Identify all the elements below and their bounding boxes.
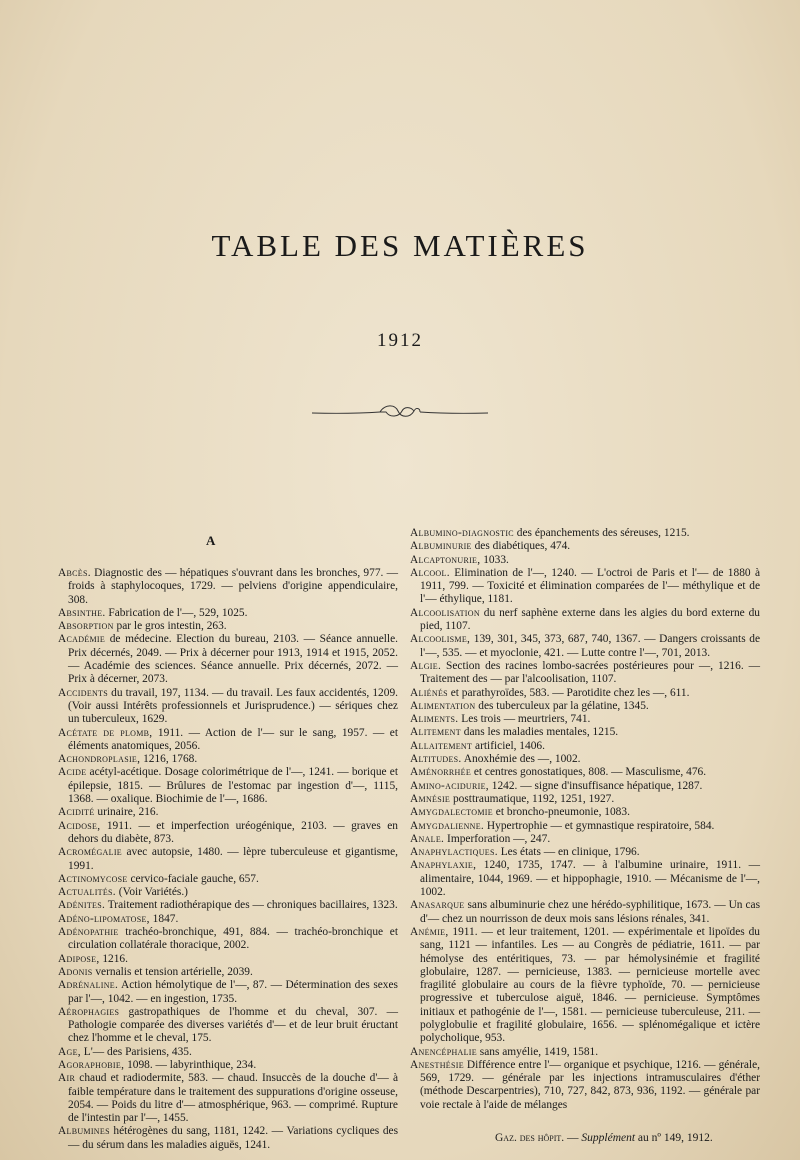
index-entry: [58, 1046, 398, 1059]
index-entry: [410, 527, 760, 540]
entry-heading: Altitudes.: [410, 753, 462, 766]
entry-text: Action hémolytique de l'—, 87. — Détermination des sexes par l'—, 1042. — en ingestion, 1735.: [68, 979, 398, 1005]
entry-heading: Anesthésie: [410, 1058, 464, 1071]
index-entry: [410, 926, 760, 1046]
entry-heading: Acidose,: [58, 819, 101, 832]
entry-text: cervico-faciale gauche, 657.: [127, 872, 259, 885]
index-entry: [410, 846, 760, 859]
footer-separator: —: [564, 1132, 582, 1144]
index-entry: [58, 1059, 398, 1072]
index-entry: [410, 753, 760, 766]
entry-heading: Anaphylaxie,: [410, 859, 477, 872]
entry-text: avec autopsie, 1480. — lèpre tuberculeuse et gigantisme, 1991.: [68, 846, 398, 872]
entry-text: et broncho-pneumonie, 1083.: [492, 806, 630, 819]
index-entry: [58, 966, 398, 979]
entry-text: hétérogènes du sang, 1181, 1242. — Variations cycliques des — du sérum dans les maladies aiguës, 1241.: [68, 1125, 398, 1151]
index-entry: [410, 607, 760, 634]
ornament-divider: [310, 402, 490, 422]
entry-text: Les états — en clinique, 1796.: [497, 846, 640, 859]
index-entry: [410, 740, 760, 753]
entry-heading: Abcès.: [58, 567, 91, 579]
entry-text: 139, 301, 345, 373, 687, 740, 1367. — Dangers croissants de l'—, 535. — et myoclonie, 421. — Lutte contre l'—, 701, 2013.: [420, 633, 760, 659]
index-entry: [58, 953, 398, 966]
entry-heading: Amnésie: [410, 792, 451, 805]
index-entry: [410, 833, 760, 846]
entry-heading: Acidité: [58, 806, 95, 819]
index-entry: [410, 780, 760, 793]
index-entry: [58, 687, 398, 727]
index-entry: [410, 660, 760, 687]
entry-heading: Adipose,: [58, 952, 100, 965]
index-entry: [58, 1072, 398, 1125]
entry-heading: Anasarque: [410, 899, 465, 912]
entry-text: gastropathiques de l'homme et du cheval, 307. — Pathologie comparée des diverses variétés d'— et de leur bruit éructant chez l'homme et le cheval, 175.: [68, 1005, 398, 1045]
entry-heading: Agoraphobie,: [58, 1058, 125, 1071]
entry-heading: Adénopathie: [58, 926, 119, 939]
entry-heading: Anale.: [410, 832, 445, 845]
entry-text: 1911. — Action de l'— sur le sang, 1957. — et éléments anatomiques, 2056.: [68, 726, 398, 752]
index-entry: [58, 886, 398, 899]
entry-heading: Alcoolisation: [410, 606, 480, 619]
entry-text: 1216, 1768.: [140, 753, 198, 766]
entry-text: L'— des Parisiens, 435.: [80, 1045, 192, 1058]
index-entry: [58, 926, 398, 953]
entry-heading: Adrénaline.: [58, 979, 119, 992]
entry-text: Fabrication de l'—, 529, 1025.: [105, 606, 248, 619]
index-entry: [58, 1006, 398, 1046]
index-entry: [410, 766, 760, 779]
index-entry: [58, 913, 398, 926]
entry-heading: Anencéphalie: [410, 1045, 477, 1058]
entry-text: sans albuminurie chez une hérédo-syphilitique, 1673. — Un cas d'— chez un nourrisson de deux mois sans lésions rénales, 341.: [420, 899, 760, 925]
entry-heading: Aérophagies: [58, 1005, 120, 1018]
entry-heading: Anémie,: [410, 925, 449, 938]
entry-heading: Age,: [58, 1045, 81, 1058]
footer-issue: au nº 149, 1912.: [635, 1132, 713, 1144]
index-entry: [410, 554, 760, 567]
index-entry: [410, 1059, 760, 1112]
entry-text: des tuberculeux par la gélatine, 1345.: [475, 699, 649, 712]
entry-heading: Allaitement: [410, 739, 473, 752]
entry-heading: Acromégalie: [58, 846, 122, 859]
index-entry: [410, 713, 760, 726]
entry-heading: Actualités.: [58, 886, 116, 899]
entry-heading: Albumino-diagnostic: [410, 527, 514, 539]
index-entry: [58, 567, 398, 607]
entry-text: 1242. — signe d'insuffisance hépatique, 1287.: [488, 779, 703, 792]
entry-text: Diagnostic des — hépatiques s'ouvrant dans les bronches, 977. — froids à staphylocoques, 1729. — pelviens d'origine appendiculaire, 308.: [68, 567, 398, 606]
entry-text: des épanchements des séreuses, 1215.: [513, 527, 690, 539]
page-footer: [495, 1132, 713, 1144]
section-letter: A: [206, 533, 216, 548]
entry-text: des diabétiques, 474.: [471, 540, 571, 553]
entry-text: dans les maladies mentales, 1215.: [460, 726, 619, 739]
entry-text: Traitement radiothérapique des — chroniques bacillaires, 1323.: [105, 899, 398, 912]
index-column-left: [58, 567, 398, 1152]
entry-text: de médecine. Election du bureau, 2103. — Séance annuelle. Prix décernés, 2049. — Prix à décerner pour 1913, 1914 et 1915, 2052. — Académie des sciences. Séance annuelle. Prix décernés, 2072. — Prix à décerner, 2073.: [68, 633, 398, 686]
entry-text: du nerf saphène externe dans les algies du bord externe du pied, 1107.: [420, 606, 760, 633]
entry-heading: Albuminurie: [410, 540, 472, 553]
entry-heading: Air: [58, 1072, 76, 1085]
entry-text: vernalis et tension artérielle, 2039.: [92, 965, 253, 978]
index-column-right: [410, 527, 760, 1112]
entry-heading: Albumines: [58, 1125, 110, 1138]
entry-heading: Acétate de plomb,: [58, 726, 153, 739]
entry-heading: Accidents: [58, 686, 109, 699]
entry-heading: Amygdalectomie: [410, 806, 493, 819]
entry-text: et parathyroïdes, 583. — Parotidite chez les —, 611.: [447, 686, 690, 699]
page-year: 1912: [377, 330, 423, 351]
entry-text: acétyl-acétique. Dosage colorimétrique de l'—, 1241. — borique et épilepsie, 1815. — Brûlures de l'estomac par ingestion d'—, 1115, 1368. — oxalique. Biochimie de l'—, 1686.: [68, 766, 398, 806]
index-entry: [410, 1046, 760, 1059]
index-entry: [410, 567, 760, 607]
entry-heading: Académie: [58, 633, 106, 646]
entry-text: urinaire, 216.: [94, 806, 159, 819]
index-entry: [58, 727, 398, 754]
entry-heading: Amino-acidurie,: [410, 779, 489, 792]
entry-heading: Adénites.: [58, 899, 106, 912]
index-entry: [58, 753, 398, 766]
entry-heading: Aliénés: [410, 686, 448, 699]
entry-heading: Alcoolisme,: [410, 633, 471, 646]
entry-heading: Adéno-lipomatose,: [58, 912, 150, 925]
index-entry: [410, 687, 760, 700]
entry-heading: Achondroplasie,: [58, 753, 141, 766]
entry-heading: Alitement: [410, 726, 461, 739]
entry-text: Les trois — meurtriers, 741.: [458, 713, 591, 726]
entry-text: Anoxhémie des —, 1002.: [461, 753, 581, 766]
entry-heading: Aliments.: [410, 713, 459, 726]
entry-text: posttraumatique, 1192, 1251, 1927.: [450, 792, 615, 805]
index-entry: [58, 766, 398, 806]
entry-text: 1911. — et imperfection uréogénique, 2103. — graves en dehors du diabète, 873.: [68, 819, 398, 845]
index-entry: [58, 846, 398, 873]
entry-heading: Alimentation: [410, 699, 476, 712]
page-title: TABLE DES MATIÈRES: [211, 228, 589, 263]
entry-text: chaud et radiodermite, 583. — chaud. Insuccès de la douche d'— à faible température dans le traitement des suppurations d'origine osseuse, 2054. — Poids du litre d'— atmosphérique, 963. — comprimé. Rupture de l'intestin par l'—, 1455.: [68, 1072, 398, 1125]
index-entry: [58, 620, 398, 633]
index-entry: [58, 633, 398, 686]
entry-heading: Absorption: [58, 620, 114, 633]
entry-heading: Amygdalienne.: [410, 819, 485, 832]
entry-text: 1240, 1735, 1747. — à l'albumine urinaire, 1911. — alimentaire, 1044, 1969. — et hippophagie, 1910. — Mécanisme de l'—, 1002.: [420, 859, 760, 899]
index-entry: [58, 806, 398, 819]
entry-text: 1847.: [149, 912, 179, 925]
index-entry: [410, 540, 760, 553]
index-entry: [58, 607, 398, 620]
index-entry: [410, 859, 760, 899]
entry-heading: Acide: [58, 766, 87, 779]
entry-text: sans amyélie, 1419, 1581.: [476, 1045, 599, 1058]
entry-heading: Absinthe.: [58, 606, 106, 619]
index-entry: [58, 1125, 398, 1152]
entry-text: et centres gonostatiques, 808. — Masculisme, 476.: [471, 766, 707, 779]
index-entry: [58, 820, 398, 847]
entry-heading: Alcaptonurie,: [410, 553, 481, 566]
entry-text: trachéo-bronchique, 491, 884. — trachéo-bronchique et circulation collatérale thoracique, 2002.: [68, 926, 398, 952]
entry-text: 1098. — labyrinthique, 234.: [124, 1058, 257, 1071]
index-entry: [58, 979, 398, 1006]
entry-heading: Aménorrhée: [410, 766, 472, 779]
index-entry: [410, 633, 760, 660]
entry-text: artificiel, 1406.: [472, 739, 545, 752]
entry-text: Imperforation —, 247.: [444, 832, 551, 845]
entry-text: Hypertrophie — et gymnastique respiratoire, 584.: [484, 819, 715, 832]
footer-supplement: Supplément: [581, 1132, 636, 1144]
index-entry: [58, 873, 398, 886]
index-entry: [410, 793, 760, 806]
index-entry: [410, 700, 760, 713]
index-entry: [410, 806, 760, 819]
entry-text: 1911. — et leur traitement, 1201. — expérimentale et lipoïdes du sang, 1121 — infantiles. Les — au Congrès de pédiatrie, 1611. — par hémolyse des entéritiques, 73. — par hémolysinémie et fragilité globulaire, 1287. — pernicieuse, 1383. — pernicieuse mortelle avec fragilité globulaire au cours de la fièvre typhoïde, 70. — pernicieuse progressive et tuberculose aiguë, 1846. — pernicieuse. Symptômes initiaux et pathogénie de l'—, 1581. — pernicieuse tuberculeuse, 211. — polyglobulie et fragilité globulaire, 1656. — splénomégalique et ictère polycholique, 953.: [420, 925, 760, 1045]
entry-text: 1033.: [480, 553, 509, 566]
entry-text: (Voir Variétés.): [115, 886, 188, 899]
entry-text: par le gros intestin, 263.: [113, 620, 227, 633]
footer-journal: Gaz. des hôpit.: [495, 1132, 565, 1144]
index-entry: [410, 820, 760, 833]
entry-heading: Actinomycose: [58, 872, 128, 885]
index-entry: [410, 899, 760, 926]
entry-heading: Anaphylactiques.: [410, 846, 498, 859]
entry-text: Elimination de l'—, 1240. — L'octroi de Paris et l'— de 1880 à 1911, 799. — Toxicité et élimination comparées de l'— méthylique et de l'— éthylique, 1181.: [420, 566, 760, 606]
entry-heading: Alcool.: [410, 566, 450, 579]
entry-heading: Algie.: [410, 659, 442, 672]
index-entry: [410, 726, 760, 739]
index-entry: [58, 899, 398, 912]
entry-text: 1216.: [99, 952, 128, 965]
entry-text: Section des racines lombo-sacrées postérieures pour —, 1216. — Traitement des — par l'alcoolisation, 1107.: [420, 659, 760, 686]
entry-text: du travail, 197, 1134. — du travail. Les faux accidentés, 1209. (Voir aussi Intérêts professionnels et Jurisprudence.) — sériques chez un tuberculeux, 1629.: [68, 686, 398, 726]
entry-text: Différence entre l'— organique et psychique, 1216. — générale, 569, 1729. — générale par les injections intramusculaires d'éther (méthode Descarpentries), 710, 727, 842, 873, 936, 1192. — générale par voie rectale à l'aide de mélanges: [420, 1058, 760, 1111]
entry-heading: Adonis: [58, 965, 93, 978]
